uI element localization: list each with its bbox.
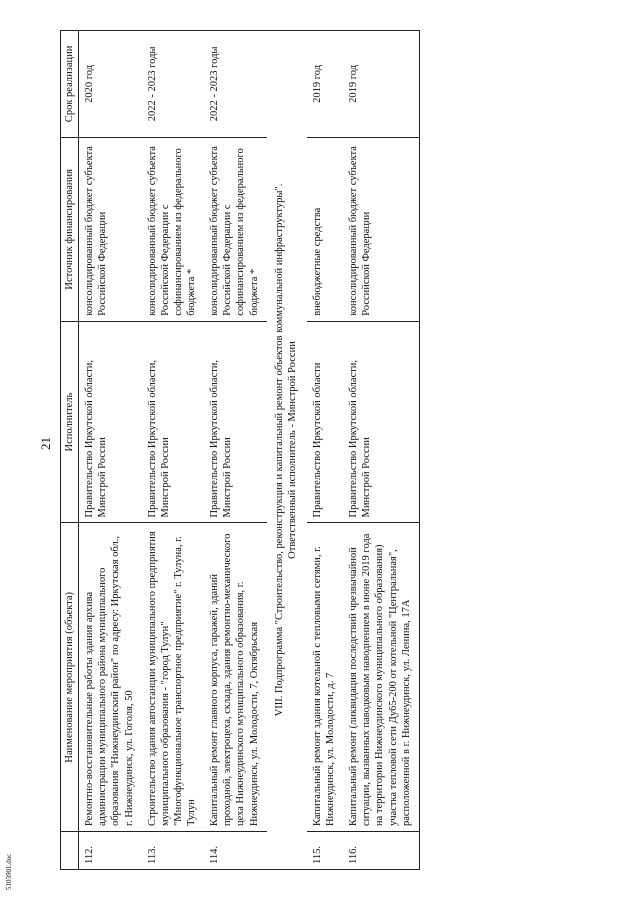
row-funding-source: внебюджетные средства xyxy=(307,137,343,321)
table-row xyxy=(204,31,267,870)
row-name: Строительство здания автостанции муниципального предприятия муниципального образования - "город Тулун" "Многофункциональное транспортное предприятие" г. Тулуна, г. Тулун xyxy=(142,523,205,832)
section-heading xyxy=(267,31,307,870)
row-executor: Правительство Иркутской области, Минстрой России xyxy=(142,321,205,523)
table-row xyxy=(79,31,142,870)
row-executor: Правительство Иркутской области, Минстрой России xyxy=(79,321,142,523)
row-name: Капитальный ремонт главного корпуса, гаражей, зданий проходной, электроцеха, склада, здания ремонтно-механического цеха Нижнеудинского муниципального образования, г. Нижнеудинск, ул. Молодости, 7, Октябрьская xyxy=(204,523,267,832)
header-name: Наименование мероприятия (объекта) xyxy=(61,523,79,832)
row-term: 2022 - 2023 годы xyxy=(142,31,205,138)
row-name: Капитальный ремонт здания котельной с тепловыми сетями, г. Нижнеудинск, ул. Молодости, д. 7 xyxy=(307,523,343,832)
row-term: 2019 год xyxy=(307,31,343,138)
table-header-row xyxy=(61,31,79,870)
row-executor: Правительство Иркутской области, Минстрой России xyxy=(343,321,419,523)
footer-filename: 5103901.doc xyxy=(5,853,13,890)
row-term: 2020 год xyxy=(79,31,142,138)
section-heading-row xyxy=(267,31,307,870)
header-term: Срок реализации xyxy=(61,31,79,138)
row-funding-source: консолидированный бюджет субъекта Российской Федерации с софинансированием из федерального бюджета * xyxy=(142,137,205,321)
section-title: VIII. Подпрограмма "Строительство, реконструкция и капитальный ремонт объектов коммунальной инфраструктуры". xyxy=(273,183,285,717)
page-number: 21 xyxy=(38,437,53,450)
measures-table xyxy=(60,30,420,870)
row-number: 113. xyxy=(142,832,205,870)
header-num xyxy=(61,832,79,870)
row-term: 2022 - 2023 годы xyxy=(204,31,267,138)
row-term: 2019 год xyxy=(343,31,419,138)
row-number: 116. xyxy=(343,832,419,870)
row-funding-source: консолидированный бюджет субъекта Российской Федерации с софинансированием из федерального бюджета * xyxy=(204,137,267,321)
section-responsible: Ответственный исполнитель - Минстрой России xyxy=(286,341,298,559)
row-funding-source: консолидированный бюджет субъекта Российской Федерации xyxy=(343,137,419,321)
row-name: Ремонтно-восстановительные работы здания архива администрации муниципального района муниципального образования "Нижнеудинский район" по адресу: Иркутская обл., г. Нижнеудинск, ул. Гоголя, 50 xyxy=(79,523,142,832)
row-number: 114. xyxy=(204,832,267,870)
table-row xyxy=(307,31,343,870)
table-region xyxy=(60,30,640,870)
row-executor: Правительство Иркутской области xyxy=(307,321,343,523)
row-funding-source: консолидированный бюджет субъекта Российской Федерации xyxy=(79,137,142,321)
table-row xyxy=(142,31,205,870)
row-number: 112. xyxy=(79,832,142,870)
table-row xyxy=(343,31,419,870)
row-number: 115. xyxy=(307,832,343,870)
header-executor: Исполнитель xyxy=(61,321,79,523)
header-funding-source: Источник финансирования xyxy=(61,137,79,321)
row-executor: Правительство Иркутской области, Минстрой России xyxy=(204,321,267,523)
row-name: Капитальный ремонт (ликвидация последствий чрезвычайной ситуации, вызванных паводковым наводнением в июне 2019 года на территории Нижнеудинского муниципального образования) участка тепловой сети Ду65-200 от котельной "Центральная", расположенной в г. Нижнеудинск, ул. Ленина, 17А xyxy=(343,523,419,832)
